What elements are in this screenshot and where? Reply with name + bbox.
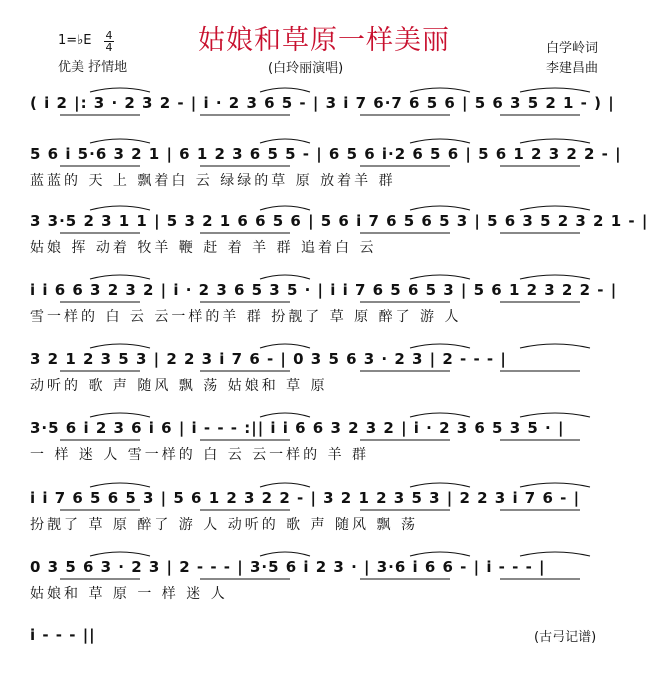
score-line-5-lyrics: 动听的 歌 声 随风 飘 荡 姑娘和 草 原 <box>30 378 328 394</box>
score-line-3-lyrics: 姑娘 挥 动着 牧羊 鞭 赶 着 羊 群 追着白 云 <box>30 240 377 256</box>
slur-7-4 <box>520 483 590 487</box>
score-line-7-notes: i i 7 6 5 6 5 3 | 5 6 1 2 3 2 2 - | 3 2 1 2 3 5 3 | 2 2 3 i 7 6 - | <box>30 489 581 507</box>
slur-8-3 <box>410 552 470 556</box>
slur-5-2 <box>260 344 310 348</box>
slur-8-4 <box>520 552 590 556</box>
slur-5-3 <box>410 344 470 348</box>
composer-credit: 李建昌曲 <box>546 61 599 76</box>
slur-2-1 <box>90 139 150 143</box>
slur-3-2 <box>260 206 310 210</box>
slur-4-3 <box>410 275 470 279</box>
slur-3-1 <box>90 206 150 210</box>
time-numerator: 4 <box>105 29 113 42</box>
score-line-6-lyrics: 一 样 迷 人 雪一样的 白 云 云一样的 羊 群 <box>30 447 370 463</box>
score-line-1-notes: ( i 2 |: 3 · 2 3 2 - | i · 2 3 6 5 - | 3 i 7 6·7 6 5 6 | 5 6 3 5 2 1 - ) | <box>30 94 615 112</box>
slur-6-1 <box>90 413 150 417</box>
slur-1-4 <box>520 88 590 92</box>
slur-1-3 <box>410 88 470 92</box>
score-line-2-lyrics: 蓝蓝的 天 上 飘着白 云 绿绿的草 原 放着羊 群 <box>30 173 396 189</box>
slur-7-2 <box>260 483 310 487</box>
slur-6-4 <box>520 413 590 417</box>
lyricist-credit: 白学岭词 <box>546 41 599 56</box>
slur-4-1 <box>90 275 150 279</box>
notator-credit: (古弓记谱) <box>534 630 597 645</box>
slur-8-1 <box>90 552 150 556</box>
slur-1-1 <box>90 88 150 92</box>
score-line-4-notes: i i 6 6 3 2 3 2 | i · 2 3 6 5 3 5 · | i i 7 6 5 6 5 3 | 5 6 1 2 3 2 2 - | <box>30 281 618 299</box>
key-signature: 1=♭E <box>58 33 92 48</box>
slur-7-3 <box>410 483 470 487</box>
slur-2-3 <box>410 139 470 143</box>
slur-4-4 <box>520 275 590 279</box>
singer-credit: (白玲丽演唱) <box>268 61 344 76</box>
score-line-9-notes: i - - - || <box>30 626 96 644</box>
slur-8-2 <box>260 552 310 556</box>
score-line-4-lyrics: 雪一样的 白 云 云一样的羊 群 扮靓了 草 原 醉了 游 人 <box>30 309 462 325</box>
slur-4-2 <box>260 275 310 279</box>
slur-3-3 <box>410 206 470 210</box>
slur-2-4 <box>520 139 590 143</box>
score-line-3-notes: 3 3·5 2 3 1 1 | 5 3 2 1 6 6 5 6 | 5 6 i 7 6 5 6 5 3 | 5 6 3 5 2 3 2 1 - | <box>30 212 648 230</box>
slur-6-2 <box>260 413 310 417</box>
performance-style: 优美 抒情地 <box>58 60 128 75</box>
slur-5-1 <box>90 344 150 348</box>
slur-2-2 <box>260 139 310 143</box>
slur-1-2 <box>260 88 310 92</box>
time-signature <box>104 30 114 53</box>
slur-6-3 <box>410 413 470 417</box>
slur-5-4 <box>520 344 590 348</box>
score-line-6-notes: 3·5 6 i 2 3 6 i 6 | i - - - :|| i i 6 6 3 2 3 2 | i · 2 3 6 5 3 5 · | <box>30 419 565 437</box>
score-line-8-notes: 0 3 5 6 3 · 2 3 | 2 - - - | 3·5 6 i 2 3 · | 3·6 i 6 6 - | i - - - | <box>30 558 546 576</box>
slur-3-4 <box>520 206 590 210</box>
score-line-2-notes: 5 6 i 5·6 3 2 1 | 6 1 2 3 6 5 5 - | 6 5 6 i·2 6 5 6 | 5 6 1 2 3 2 2 - | <box>30 145 622 163</box>
score-line-7-lyrics: 扮靓了 草 原 醉了 游 人 动听的 歌 声 随风 飘 荡 <box>30 517 418 533</box>
score-line-8-lyrics: 姑娘和 草 原 一 样 迷 人 <box>30 586 228 602</box>
time-denominator: 4 <box>105 41 113 54</box>
slur-7-1 <box>90 483 150 487</box>
score-line-5-notes: 3 2 1 2 3 5 3 | 2 2 3 i 7 6 - | 0 3 5 6 3 · 2 3 | 2 - - - | <box>30 350 507 368</box>
song-title: 姑娘和草原一样美丽 <box>198 25 450 56</box>
